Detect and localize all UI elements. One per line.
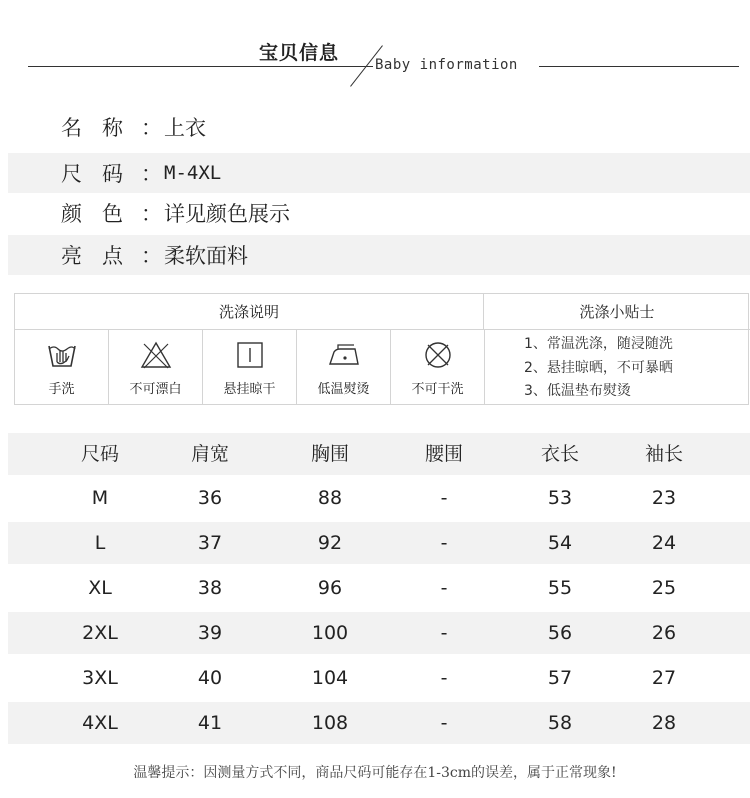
info-row-color xyxy=(8,193,750,233)
info-colon: ： xyxy=(141,202,162,226)
tips-title: 洗涤小贴士 xyxy=(484,294,750,330)
wash-tip: 3、低温垫布熨烫 xyxy=(524,383,631,399)
table-cell: - xyxy=(440,667,448,689)
wash-tips-list xyxy=(524,333,673,404)
info-colon: ： xyxy=(141,244,162,268)
table-row xyxy=(8,477,750,519)
header-title-en: Baby information xyxy=(375,57,518,73)
low-iron-icon xyxy=(328,340,360,370)
table-row xyxy=(8,567,750,609)
table-cell: 55 xyxy=(547,577,573,599)
size-table-header-cell: 胸围 xyxy=(310,443,349,465)
table-cell: 25 xyxy=(651,577,677,599)
measurement-note: 温馨提示：因测量方式不同，商品尺码可能存在1-3cm的误差，属于正常现象! xyxy=(133,765,617,781)
wash-title: 洗涤说明 xyxy=(15,294,484,330)
size-table-header-cell: 尺码 xyxy=(80,443,119,465)
table-row xyxy=(8,522,750,564)
info-colon: ： xyxy=(141,116,162,140)
wash-tip: 1、常温洗涤，随浸随洗 xyxy=(524,336,673,352)
table-cell: 92 xyxy=(317,532,343,554)
wash-item-hand-wash xyxy=(15,330,109,404)
table-cell: 58 xyxy=(547,712,573,734)
info-label: 名称 xyxy=(61,116,143,140)
table-cell: 56 xyxy=(547,622,573,644)
wash-item-low-iron xyxy=(297,330,391,404)
size-table-header xyxy=(8,433,750,475)
info-label: 颜色 xyxy=(61,202,143,226)
wash-item-label: 不可漂白 xyxy=(129,382,182,397)
table-row xyxy=(8,612,750,654)
table-cell: 28 xyxy=(651,712,677,734)
table-cell: 23 xyxy=(651,487,677,509)
table-cell: - xyxy=(440,622,448,644)
size-table-header-cell: 肩宽 xyxy=(190,443,229,465)
info-colon: ： xyxy=(141,162,162,186)
table-cell: M xyxy=(91,487,109,509)
table-cell: 2XL xyxy=(82,622,118,644)
header-divider-right xyxy=(539,66,739,67)
table-cell: - xyxy=(440,532,448,554)
table-cell: - xyxy=(440,577,448,599)
table-cell: 26 xyxy=(651,622,677,644)
table-cell: L xyxy=(94,532,106,554)
size-table-header-cell: 衣长 xyxy=(540,443,579,465)
table-cell: 54 xyxy=(547,532,573,554)
table-cell: - xyxy=(440,712,448,734)
table-cell: 40 xyxy=(197,667,223,689)
table-cell: 37 xyxy=(197,532,223,554)
hand-wash-icon xyxy=(46,340,78,370)
table-cell: 53 xyxy=(547,487,573,509)
table-cell: 100 xyxy=(311,622,349,644)
table-cell: 39 xyxy=(197,622,223,644)
table-cell: 36 xyxy=(197,487,223,509)
wash-item-line-dry xyxy=(203,330,297,404)
info-row-highlight xyxy=(8,235,750,275)
table-cell: 88 xyxy=(317,487,343,509)
table-cell: 104 xyxy=(311,667,349,689)
table-cell: 3XL xyxy=(82,667,118,689)
info-value: 上衣 xyxy=(164,116,206,140)
table-row xyxy=(8,657,750,699)
info-row-size xyxy=(8,153,750,193)
wash-item-no-bleach xyxy=(109,330,203,404)
size-table-header-cell: 腰围 xyxy=(424,443,463,465)
wash-item-label: 低温熨烫 xyxy=(317,382,370,397)
table-cell: 4XL xyxy=(82,712,118,734)
no-bleach-icon xyxy=(140,340,172,370)
size-table-header-cell: 袖长 xyxy=(644,443,683,465)
line-dry-icon xyxy=(234,340,266,370)
table-cell: 108 xyxy=(311,712,349,734)
info-label: 尺码 xyxy=(61,162,143,186)
header-title-cn: 宝贝信息 xyxy=(259,42,340,64)
wash-tip: 2、悬挂晾晒，不可暴晒 xyxy=(524,359,673,376)
table-cell: 41 xyxy=(197,712,223,734)
info-row-name xyxy=(8,107,750,147)
table-cell: 96 xyxy=(317,577,343,599)
table-cell: 24 xyxy=(651,532,677,554)
no-dry-clean-icon xyxy=(422,340,454,370)
info-value: 柔软面料 xyxy=(164,244,248,268)
table-cell: - xyxy=(440,487,448,509)
info-value: M-4XL xyxy=(164,162,222,184)
info-value: 详见颜色展示 xyxy=(164,202,290,226)
table-cell: 57 xyxy=(547,667,573,689)
wash-item-label: 悬挂晾干 xyxy=(223,382,276,397)
table-cell: 27 xyxy=(651,667,677,689)
header-divider-left xyxy=(28,66,373,67)
table-row xyxy=(8,702,750,744)
info-label: 亮点 xyxy=(61,244,143,268)
wash-item-label: 不可干洗 xyxy=(411,382,464,397)
wash-item-no-dry-clean xyxy=(391,330,485,404)
table-cell: 38 xyxy=(197,577,223,599)
table-cell: XL xyxy=(88,577,112,599)
wash-item-label: 手洗 xyxy=(48,382,75,397)
